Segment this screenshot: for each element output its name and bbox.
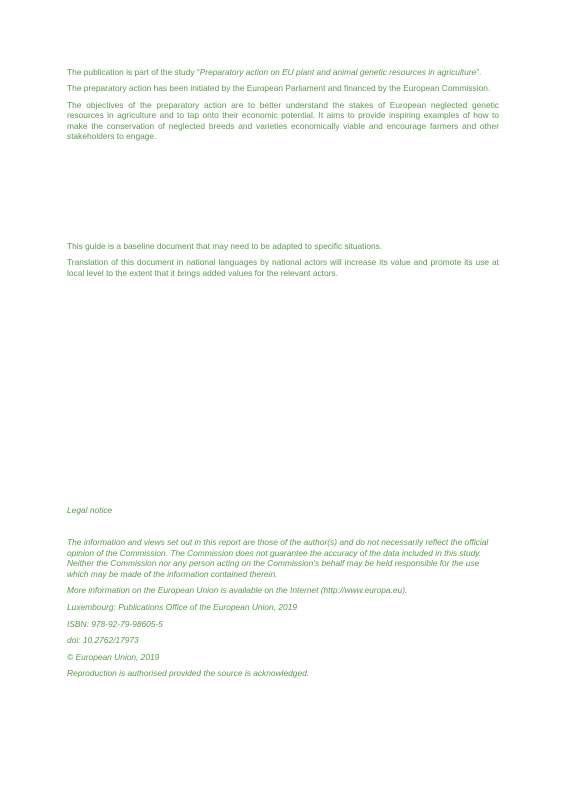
doi: doi: 10.2762/17973 <box>67 635 139 646</box>
more-info: More information on the European Union is available on the Internet (http://www.europa.eu). <box>67 585 408 596</box>
intro-section <box>67 67 499 141</box>
legal-notice-section <box>67 537 499 679</box>
isbn: ISBN: 978-92-79-98605-5 <box>67 618 163 629</box>
legal-notice-heading-block <box>67 505 499 515</box>
initiated-paragraph: The preparatory action has been initiated by the European Parliament and financed by the European Commission. <box>67 83 491 94</box>
study-reference <box>67 67 499 77</box>
publisher: Luxembourg: Publications Office of the European Union, 2019 <box>67 601 297 612</box>
translation-paragraph: Translation of this document in national languages by national actors will increase its value and promote its use at local level to the extent that it brings added values for the relevant actors. <box>67 257 499 278</box>
baseline-paragraph: This guide is a baseline document that may need to be adapted to specific situations. <box>67 241 383 251</box>
study-title: Preparatory action on EU plant and animal genetic resources in agriculture <box>199 67 477 77</box>
copyright: © European Union, 2019 <box>67 651 160 662</box>
legal-notice-heading: Legal notice <box>67 505 113 515</box>
guide-section <box>67 241 499 278</box>
objectives-paragraph: The objectives of the preparatory action are to better understand the stakes of European neglected genetic resources in agriculture and to tap onto their economic potential. It aims to provide inspiring examples of how to make the conservation of neglected breeds and varieties economically viable and encourage farmers and other stakeholders to engage. <box>67 99 499 142</box>
study-prefix: The publication is part of the study “ <box>67 67 200 77</box>
study-suffix: ”. <box>476 67 482 77</box>
reproduction-notice: Reproduction is authorised provided the source is acknowledged. <box>67 668 310 679</box>
legal-disclaimer: The information and views set out in this report are those of the author(s) and do not necessarily reflect the official opinion of the Commission. The Commission does not guarantee the accuracy of the data included in this study. Neither the Commission nor any person acting on the Commission’s behalf may be held responsible for the use which may be made of the information contained therein. <box>67 537 489 579</box>
